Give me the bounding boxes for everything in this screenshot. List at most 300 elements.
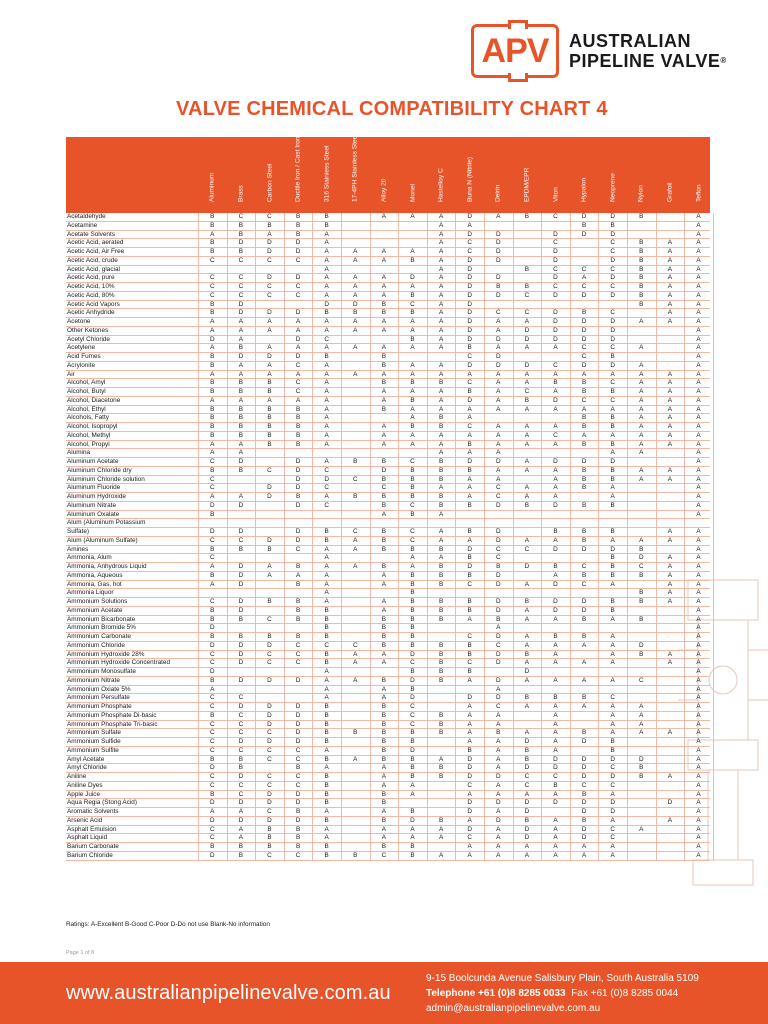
rating-cell: B	[238, 755, 244, 763]
chemical-name: Alcohol, Isopropyl	[67, 423, 118, 430]
rating-cell: C	[209, 283, 215, 290]
rating-cell: A	[553, 466, 558, 474]
rating-cell: A	[496, 685, 501, 693]
rating-cell: A	[667, 318, 673, 325]
rating-cell: B	[381, 633, 387, 640]
rating-cell	[341, 379, 370, 388]
rating-cell: A	[210, 440, 215, 448]
rating-cell: A	[639, 825, 644, 833]
rating-cell: D	[238, 703, 244, 710]
rating-cell: A	[381, 256, 387, 264]
rating-cell: A	[696, 755, 701, 763]
rating-cell: A	[524, 440, 530, 448]
rating-cell: A	[696, 501, 701, 509]
column-header	[460, 137, 480, 209]
rating-cell: B	[438, 475, 444, 483]
rating-cell: B	[410, 633, 415, 640]
rating-cell	[341, 834, 370, 843]
rating-cell	[341, 406, 370, 415]
column-header-label: Brass	[237, 185, 245, 202]
column-header-label: Buna N (Nitrile)	[466, 156, 474, 202]
column-header	[631, 137, 651, 209]
rating-cell: D	[610, 755, 615, 763]
rating-cell: C	[581, 353, 587, 360]
rating-cell: B	[581, 790, 587, 798]
table-row	[66, 353, 710, 362]
rating-cell: A	[696, 746, 701, 754]
rating-cell	[627, 668, 656, 677]
rating-cell: B	[410, 396, 415, 404]
rating-cell	[598, 519, 627, 528]
rating-cell	[227, 266, 256, 275]
chemical-name: Ammonium Solutions	[67, 598, 128, 605]
rating-cell: B	[381, 501, 387, 509]
rating-cell	[341, 581, 370, 590]
chemical-name: Asphalt Emulsion	[67, 825, 117, 833]
rating-cell: A	[324, 668, 329, 675]
rating-cell: A	[610, 484, 615, 492]
rating-cell: B	[581, 440, 587, 448]
rating-cell: D	[467, 808, 472, 815]
rating-cell	[656, 353, 685, 362]
fax: Fax +61 (0)8 8285 0044	[571, 988, 679, 999]
chemical-name: Ammonium Carbonate	[67, 633, 131, 640]
rating-cell: B	[410, 851, 415, 859]
rating-cell: A	[524, 458, 530, 465]
rating-cell	[541, 668, 570, 677]
rating-cell: B	[524, 265, 530, 273]
rating-cell: D	[209, 764, 215, 772]
email-link[interactable]: admin@australianpipelinevalve.com.au	[426, 1003, 601, 1014]
rating-cell: A	[353, 755, 358, 763]
rating-cell: A	[524, 729, 530, 737]
rating-cell: B	[381, 528, 387, 535]
rating-cell	[598, 589, 627, 598]
rating-cell: C	[467, 239, 472, 247]
rating-cell: C	[610, 694, 615, 702]
table-row	[66, 274, 710, 283]
rating-cell: A	[410, 326, 415, 334]
rating-cell: B	[467, 501, 472, 509]
table-row	[66, 581, 710, 590]
table-row	[66, 747, 710, 756]
rating-cell: D	[324, 300, 329, 308]
rating-cell: D	[238, 571, 244, 579]
rating-cell: A	[324, 563, 329, 570]
rating-cell: A	[210, 344, 215, 352]
rating-cell: C	[410, 536, 415, 544]
rating-cell	[255, 528, 284, 537]
rating-cell	[255, 764, 284, 773]
rating-cell: D	[467, 326, 472, 334]
rating-cell: D	[495, 773, 501, 780]
rating-cell: B	[210, 379, 215, 387]
rating-cell: C	[495, 641, 501, 649]
rating-cell: A	[553, 843, 558, 850]
rating-cell: C	[410, 458, 415, 465]
rating-cell	[255, 449, 284, 458]
rating-cell	[570, 449, 599, 458]
website-link[interactable]: www.australianpipelinevalve.com.au	[66, 982, 391, 1004]
chemical-name: Amyl Acetate	[67, 755, 105, 763]
rating-cell: B	[410, 668, 415, 675]
rating-cell: B	[553, 528, 558, 535]
rating-cell: B	[381, 738, 387, 745]
table-row	[66, 694, 710, 703]
rating-cell: A	[438, 449, 444, 457]
rating-cell	[656, 519, 685, 528]
rating-cell: B	[438, 598, 444, 605]
rating-cell	[627, 327, 656, 336]
rating-cell: D	[238, 528, 244, 535]
rating-cell: B	[410, 624, 415, 632]
rating-cell: B	[381, 615, 387, 623]
column-header	[603, 137, 623, 209]
rating-cell: D	[238, 580, 244, 588]
rating-cell: A	[696, 265, 701, 273]
rating-cell: B	[438, 458, 444, 465]
rating-cell: A	[410, 790, 415, 798]
rating-cell: B	[524, 650, 530, 658]
rating-cell: D	[209, 528, 215, 535]
rating-cell: A	[696, 449, 701, 457]
column-header-label: Alloy 20	[380, 178, 388, 202]
rating-cell: C	[495, 484, 501, 492]
rating-cell: A	[410, 405, 415, 413]
chemical-name: Aluminum Hydroxide	[67, 493, 126, 500]
rating-cell: B	[353, 851, 358, 859]
rating-cell: A	[553, 440, 558, 448]
rating-cell: A	[210, 580, 215, 588]
rating-cell	[627, 581, 656, 590]
rating-cell	[341, 511, 370, 520]
rating-cell: A	[438, 213, 444, 220]
rating-cell: D	[295, 309, 301, 317]
rating-cell: A	[496, 808, 501, 815]
rating-cell: A	[353, 545, 358, 553]
rating-cell: B	[610, 353, 615, 360]
rating-cell: B	[639, 650, 644, 658]
rating-cell: B	[381, 405, 387, 413]
rating-cell: B	[410, 738, 415, 745]
rating-cell: D	[495, 361, 501, 369]
registered-mark: ®	[720, 56, 727, 65]
table-row	[66, 397, 710, 406]
rating-cell	[284, 266, 313, 275]
rating-cell	[627, 624, 656, 633]
rating-cell: B	[267, 221, 272, 229]
rating-cell: B	[238, 423, 244, 430]
rating-cell	[656, 511, 685, 520]
rating-cell: C	[324, 484, 329, 492]
rating-cell	[513, 519, 542, 528]
rating-cell: A	[324, 370, 329, 378]
rating-cell: A	[696, 248, 701, 255]
rating-cell: B	[210, 353, 215, 360]
rating-cell: B	[381, 309, 387, 317]
rating-cell: B	[238, 221, 244, 229]
rating-cell	[341, 799, 370, 808]
rating-cell: C	[267, 851, 272, 859]
rating-cell: B	[324, 851, 329, 859]
rating-cell	[627, 799, 656, 808]
rating-cell: D	[267, 239, 272, 247]
rating-cell: D	[581, 598, 587, 605]
rating-cell	[341, 572, 370, 581]
rating-cell: D	[295, 729, 301, 737]
rating-cell: D	[553, 309, 558, 317]
rating-cell: A	[324, 239, 329, 247]
rating-cell: A	[581, 851, 587, 859]
rating-cell: A	[496, 624, 501, 632]
rating-cell: A	[696, 353, 701, 360]
rating-cell: A	[696, 361, 701, 369]
rating-cell	[341, 773, 370, 782]
rating-cell: D	[495, 659, 501, 667]
rating-cell: A	[553, 388, 558, 395]
rating-cell: B	[410, 335, 415, 343]
rating-cell: B	[210, 361, 215, 369]
rating-cell: B	[581, 388, 587, 395]
rating-cell	[341, 502, 370, 511]
rating-cell: A	[639, 414, 644, 422]
rating-cell: B	[381, 563, 387, 570]
rating-cell	[513, 721, 542, 730]
chemical-name: Aluminum Nitrate	[67, 501, 117, 509]
rating-cell: A	[610, 431, 615, 439]
rating-cell: A	[696, 283, 701, 290]
column-header-label: Viton	[552, 187, 559, 202]
chemical-name: Ammonium Sulfide	[67, 738, 121, 745]
rating-cell: D	[238, 641, 244, 649]
rating-cell: A	[667, 659, 673, 667]
rating-cell: C	[267, 755, 272, 763]
rating-cell: C	[295, 650, 301, 658]
chemical-name: Alcohol, Propyl	[67, 440, 110, 448]
rating-cell: C	[295, 641, 301, 649]
rating-cell: B	[581, 729, 587, 737]
chemical-name: Aniline Dyes	[67, 781, 103, 789]
rating-cell: B	[438, 773, 444, 780]
rating-cell: A	[667, 554, 673, 562]
rating-cell: B	[438, 615, 444, 623]
rating-cell: A	[353, 326, 358, 334]
rating-cell: B	[238, 615, 244, 623]
rating-cell	[341, 222, 370, 231]
rating-cell	[255, 511, 284, 520]
rating-cell: A	[696, 370, 701, 378]
rating-cell	[227, 484, 256, 493]
rating-cell: B	[295, 440, 301, 448]
rating-cell: A	[524, 580, 530, 588]
rating-cell: B	[295, 405, 301, 413]
rating-cell: B	[210, 248, 215, 255]
rating-cell: D	[295, 475, 301, 483]
rating-cell: A	[324, 694, 329, 702]
rating-cell: A	[553, 641, 558, 649]
rating-cell: D	[238, 650, 244, 658]
rating-cell: A	[324, 580, 329, 588]
rating-cell: A	[610, 851, 615, 859]
rating-cell	[341, 432, 370, 441]
rating-cell: C	[238, 274, 244, 282]
rating-cell: B	[438, 563, 444, 570]
rating-cell	[427, 353, 456, 362]
rating-cell	[570, 239, 599, 248]
rating-cell: A	[410, 563, 415, 570]
rating-cell	[656, 222, 685, 231]
rating-cell: B	[581, 633, 587, 640]
rating-cell: D	[524, 335, 530, 343]
rating-cell: B	[210, 633, 215, 640]
rating-cell: C	[209, 274, 215, 282]
rating-cell: A	[639, 703, 644, 710]
rating-cell	[570, 554, 599, 563]
rating-cell: B	[324, 729, 329, 737]
rating-cell: A	[524, 484, 530, 492]
rating-cell	[427, 799, 456, 808]
rating-cell: D	[295, 790, 301, 798]
chemical-name: Ammonia, Anhydrous Liquid	[67, 563, 147, 570]
table-row	[66, 222, 710, 231]
rating-cell	[627, 336, 656, 345]
rating-cell: D	[295, 466, 301, 474]
rating-cell: A	[324, 230, 329, 238]
rating-cell: A	[696, 781, 701, 789]
rating-cell: D	[581, 606, 587, 614]
column-header	[202, 137, 222, 209]
rating-cell	[341, 213, 370, 222]
rating-cell: A	[496, 755, 501, 763]
column-header-label: Nylon	[637, 185, 645, 202]
table-row	[66, 309, 710, 318]
rating-cell: A	[639, 431, 644, 439]
rating-cell: D	[467, 265, 472, 273]
rating-cell: A	[467, 449, 472, 457]
rating-cell: B	[438, 729, 444, 737]
chemical-name: Ammonium Hydroxide Concentrated	[67, 659, 171, 667]
rating-cell: B	[467, 746, 472, 754]
rating-cell: A	[467, 843, 472, 850]
brand-line-1: AUSTRALIAN	[569, 31, 691, 51]
rating-cell: A	[639, 440, 644, 448]
rating-cell: A	[696, 335, 701, 343]
rating-cell	[656, 502, 685, 511]
rating-cell: C	[238, 694, 244, 702]
column-header	[488, 137, 508, 209]
rating-cell: B	[524, 755, 530, 763]
rating-cell: D	[467, 545, 472, 553]
table-row	[66, 668, 710, 677]
rating-cell: A	[324, 265, 329, 273]
rating-cell: B	[295, 414, 301, 422]
rating-cell: C	[610, 283, 615, 290]
rating-cell: B	[581, 414, 587, 422]
rating-cell: D	[267, 248, 272, 255]
rating-cell: B	[639, 248, 644, 255]
rating-cell	[427, 633, 456, 642]
rating-cell: D	[553, 799, 558, 807]
rating-cell	[627, 528, 656, 537]
chemical-name: Aluminum Fluoride	[67, 484, 121, 492]
rating-cell: A	[696, 711, 701, 719]
rating-cell: C	[410, 720, 415, 728]
rating-cell: A	[438, 755, 444, 763]
rating-cell: D	[610, 361, 615, 369]
chemical-name: Aluminum Oxalate	[67, 510, 120, 518]
rating-cell	[570, 257, 599, 266]
rating-cell: C	[295, 545, 301, 553]
rating-cell: A	[639, 475, 644, 483]
rating-cell: D	[267, 493, 272, 500]
rating-cell: A	[210, 493, 215, 500]
rating-cell: D	[495, 528, 501, 535]
rating-cell: B	[210, 510, 215, 518]
rating-cell: D	[495, 694, 501, 702]
rating-cell: D	[381, 466, 387, 474]
rating-cell: A	[696, 571, 701, 579]
rating-cell	[656, 843, 685, 852]
rating-cell: D	[209, 851, 215, 859]
rating-cell: B	[238, 764, 244, 772]
chemical-name: Acetone	[67, 318, 91, 325]
rating-cell: A	[581, 703, 587, 710]
chemical-name: Ammonium Phosphate	[67, 703, 132, 710]
rating-cell: D	[267, 353, 272, 360]
rating-cell	[455, 511, 484, 520]
rating-cell: C	[410, 501, 415, 509]
rating-cell: A	[467, 431, 472, 439]
rating-cell: C	[610, 248, 615, 255]
rating-cell: C	[467, 781, 472, 789]
rating-cell: C	[295, 291, 301, 299]
rating-cell: D	[495, 274, 501, 282]
rating-cell: A	[295, 326, 301, 334]
rating-cell: B	[324, 659, 329, 667]
rating-cell: B	[324, 843, 329, 850]
rating-cell	[570, 301, 599, 310]
rating-cell	[627, 817, 656, 826]
rating-cell: D	[638, 554, 644, 562]
rating-cell: D	[610, 230, 615, 238]
chemical-name: Ammonium Phosphate Di-basic	[67, 711, 157, 719]
rating-cell: C	[553, 283, 558, 290]
rating-cell: A	[410, 318, 415, 325]
chemical-name: Ammonium Hydroxide 28%	[67, 650, 145, 658]
chemical-name: Amyl Chloride	[67, 764, 107, 772]
rating-cell: A	[667, 414, 673, 422]
table-row	[66, 563, 710, 572]
rating-cell: D	[410, 274, 415, 282]
rating-cell: A	[438, 318, 444, 325]
rating-cell: C	[581, 396, 587, 404]
rating-cell: B	[381, 816, 387, 824]
table-row	[66, 458, 710, 467]
rating-cell	[570, 511, 599, 520]
rating-cell: D	[467, 396, 472, 404]
chemical-name: Acetate Solvents	[67, 230, 115, 238]
chemical-name: Ammonium Phosphate Tri-basic	[67, 720, 158, 728]
rating-cell	[541, 519, 570, 528]
rating-cell: A	[496, 825, 501, 833]
rating-cell: B	[324, 309, 329, 317]
table-row	[66, 598, 710, 607]
rating-cell: A	[696, 598, 701, 605]
rating-cell	[627, 353, 656, 362]
rating-cell: A	[353, 659, 358, 667]
rating-cell: A	[438, 825, 444, 833]
rating-cell: D	[410, 650, 415, 658]
